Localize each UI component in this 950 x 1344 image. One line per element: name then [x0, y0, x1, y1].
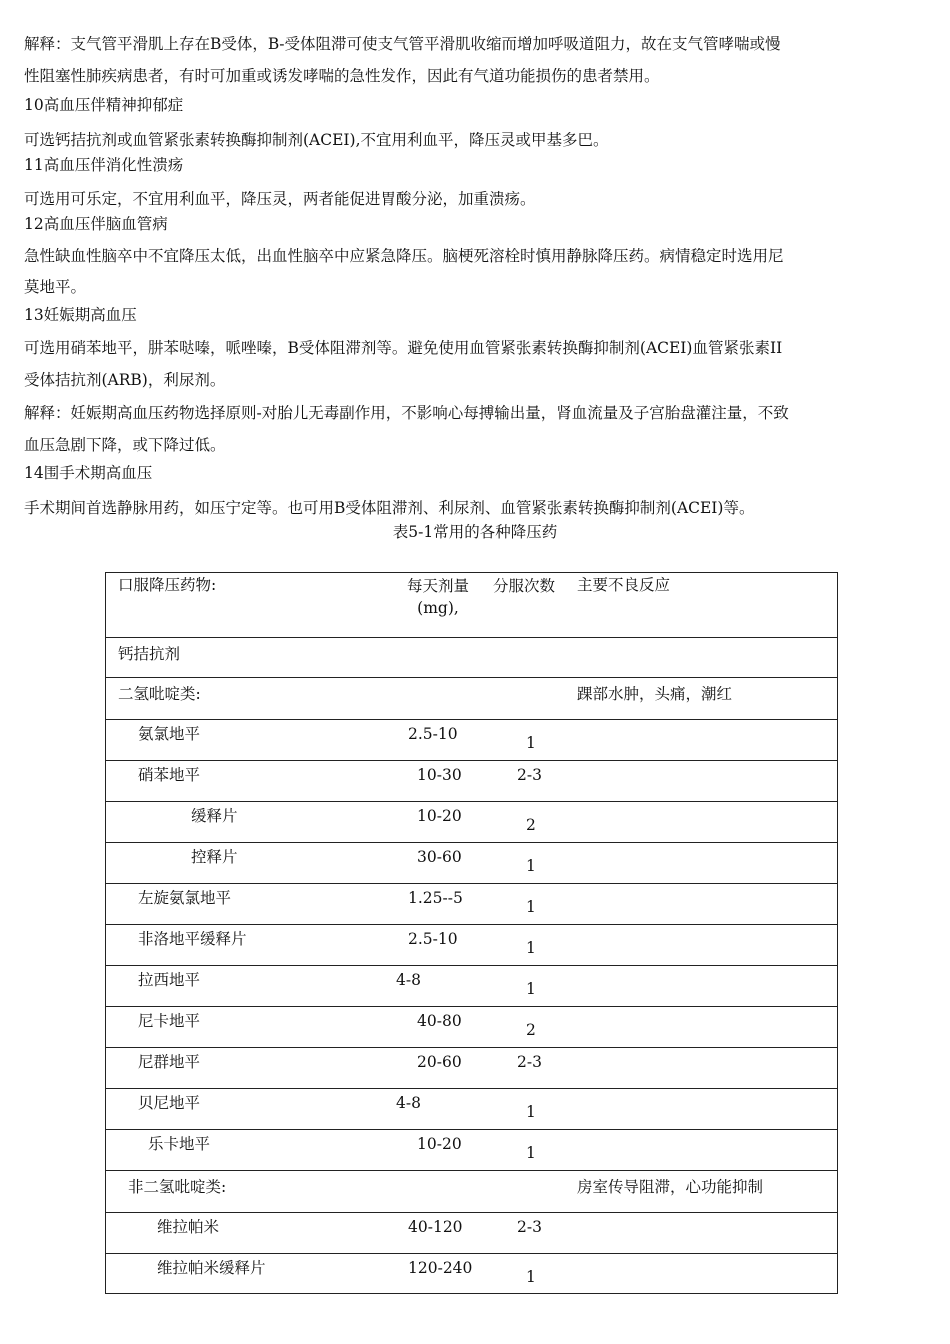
drug-name: 钙拮抗剂 [118, 645, 181, 663]
drug-name: 乐卡地平 [148, 1135, 211, 1153]
dose-frequency: 1 [526, 1103, 536, 1121]
drug-name: 尼卡地平 [138, 1012, 201, 1030]
drug-name: 贝尼地平 [138, 1094, 201, 1112]
daily-dose: 2.5-10 [408, 725, 458, 743]
table-row [106, 719, 837, 760]
paragraph-line: 急性缺血性脑卒中不宜降压太低，出血性脑卒中应紧急降压。脑梗死溶栓时慎用静脉降压药。病情稳定时选用尼 [24, 247, 784, 265]
drug-table [105, 572, 838, 1294]
header-adverse: 主要不良反应 [577, 576, 671, 594]
section-heading: 10高血压伴精神抑郁症 [24, 96, 184, 114]
table-row [106, 637, 837, 677]
dose-frequency: 1 [526, 939, 536, 957]
table-header-row [106, 573, 837, 637]
table-row [106, 842, 837, 883]
table-row [106, 965, 837, 1006]
table-caption: 表5-1常用的各种降压药 [392, 523, 558, 541]
drug-name: 维拉帕米 [157, 1218, 220, 1236]
section-heading: 14围手术期高血压 [24, 464, 153, 482]
dose-frequency: 1 [526, 1144, 536, 1162]
table-row [106, 1170, 837, 1212]
daily-dose: 4-8 [396, 971, 421, 989]
paragraph-line: 解释：支气管平滑肌上存在Β受体，Β-受体阻滞可使支气管平滑肌收缩而增加呼吸道阻力，故在支气管哮喘或慢 [24, 35, 781, 53]
dose-frequency: 2-3 [517, 1053, 542, 1071]
drug-name: 非二氢吡啶类: [128, 1178, 227, 1196]
adverse-effects: 房室传导阻滞，心功能抑制 [577, 1178, 764, 1196]
drug-name: 氨氯地平 [138, 725, 201, 743]
dose-frequency: 1 [526, 734, 536, 752]
daily-dose: 2.5-10 [408, 930, 458, 948]
table-row [106, 1047, 837, 1088]
daily-dose: 10-30 [417, 766, 462, 784]
paragraph-line: 血压急剧下降，或下降过低。 [24, 436, 226, 454]
daily-dose: 1.25--5 [408, 889, 463, 907]
drug-name: 非洛地平缓释片 [138, 930, 247, 948]
header-frequency: 分服次数 [492, 577, 555, 595]
table-row [106, 1253, 837, 1293]
dose-frequency: 1 [526, 980, 536, 998]
daily-dose: 20-60 [417, 1053, 462, 1071]
paragraph-line: 可选用可乐定，不宜用利血平，降压灵，两者能促进胃酸分泌，加重溃疡。 [24, 190, 536, 208]
table-row [106, 1212, 837, 1253]
adverse-effects: 踝部水肿，头痛，潮红 [577, 685, 733, 703]
header-dose: 每天剂量(mg), [406, 577, 469, 617]
header-drug: 口服降压药物: [118, 576, 217, 594]
paragraph-line: 手术期间首选静脉用药，如压宁定等。也可用Β受体阻滞剂、利尿剂、血管紧张素转换酶抑制剂(ACEI)等。 [24, 499, 755, 517]
table-row [106, 1129, 837, 1170]
daily-dose: 40-120 [408, 1218, 463, 1236]
table-row [106, 760, 837, 801]
table-row [106, 1006, 837, 1047]
paragraph-line: 受体拮抗剂(ARB)，利尿剂。 [24, 371, 226, 389]
daily-dose: 10-20 [417, 1135, 462, 1153]
daily-dose: 30-60 [417, 848, 462, 866]
dose-frequency: 2-3 [517, 766, 542, 784]
dose-frequency: 2 [526, 1021, 536, 1039]
daily-dose: 40-80 [417, 1012, 462, 1030]
dose-frequency: 1 [526, 857, 536, 875]
dose-frequency: 2-3 [517, 1218, 542, 1236]
daily-dose: 10-20 [417, 807, 462, 825]
drug-name: 左旋氨氯地平 [138, 889, 232, 907]
table-row [106, 883, 837, 924]
dose-frequency: 2 [526, 816, 536, 834]
paragraph-line: 可选钙拮抗剂或血管紧张素转换酶抑制剂(ACEI),不宜用利血平，降压灵或甲基多巴。 [24, 131, 609, 149]
paragraph-line: 解释：妊娠期高血压药物选择原则-对胎儿无毒副作用，不影响心每搏输出量，肾血流量及子宫胎盘灌注量，不致 [24, 404, 789, 422]
drug-name: 维拉帕米缓释片 [157, 1259, 266, 1277]
section-heading: 12高血压伴脑血管病 [24, 215, 168, 233]
table-row [106, 801, 837, 842]
dose-frequency: 1 [526, 1268, 536, 1286]
drug-name: 二氢吡啶类: [118, 685, 201, 703]
table-row [106, 1088, 837, 1129]
daily-dose: 120-240 [408, 1259, 473, 1277]
table-row [106, 924, 837, 965]
drug-name: 尼群地平 [138, 1053, 201, 1071]
drug-name: 控释片 [191, 848, 238, 866]
dose-frequency: 1 [526, 898, 536, 916]
table-row [106, 677, 837, 719]
drug-name: 缓释片 [191, 807, 238, 825]
section-heading: 13妊娠期高血压 [24, 306, 137, 324]
paragraph-line: 性阻塞性肺疾病患者，有时可加重或诱发哮喘的急性发作，因此有气道功能损伤的患者禁用。 [24, 67, 660, 85]
paragraph-line: 可选用硝苯地平，肼苯哒嗪，哌唑嗪，Β受体阻滞剂等。避免使用血管紧张素转换酶抑制剂(ACEI)血管紧张素II [24, 339, 783, 357]
paragraph-line: 莫地平。 [24, 278, 87, 296]
daily-dose: 4-8 [396, 1094, 421, 1112]
drug-name: 硝苯地平 [138, 766, 201, 784]
drug-name: 拉西地平 [138, 971, 201, 989]
section-heading: 11高血压伴消化性溃疡 [24, 156, 184, 174]
